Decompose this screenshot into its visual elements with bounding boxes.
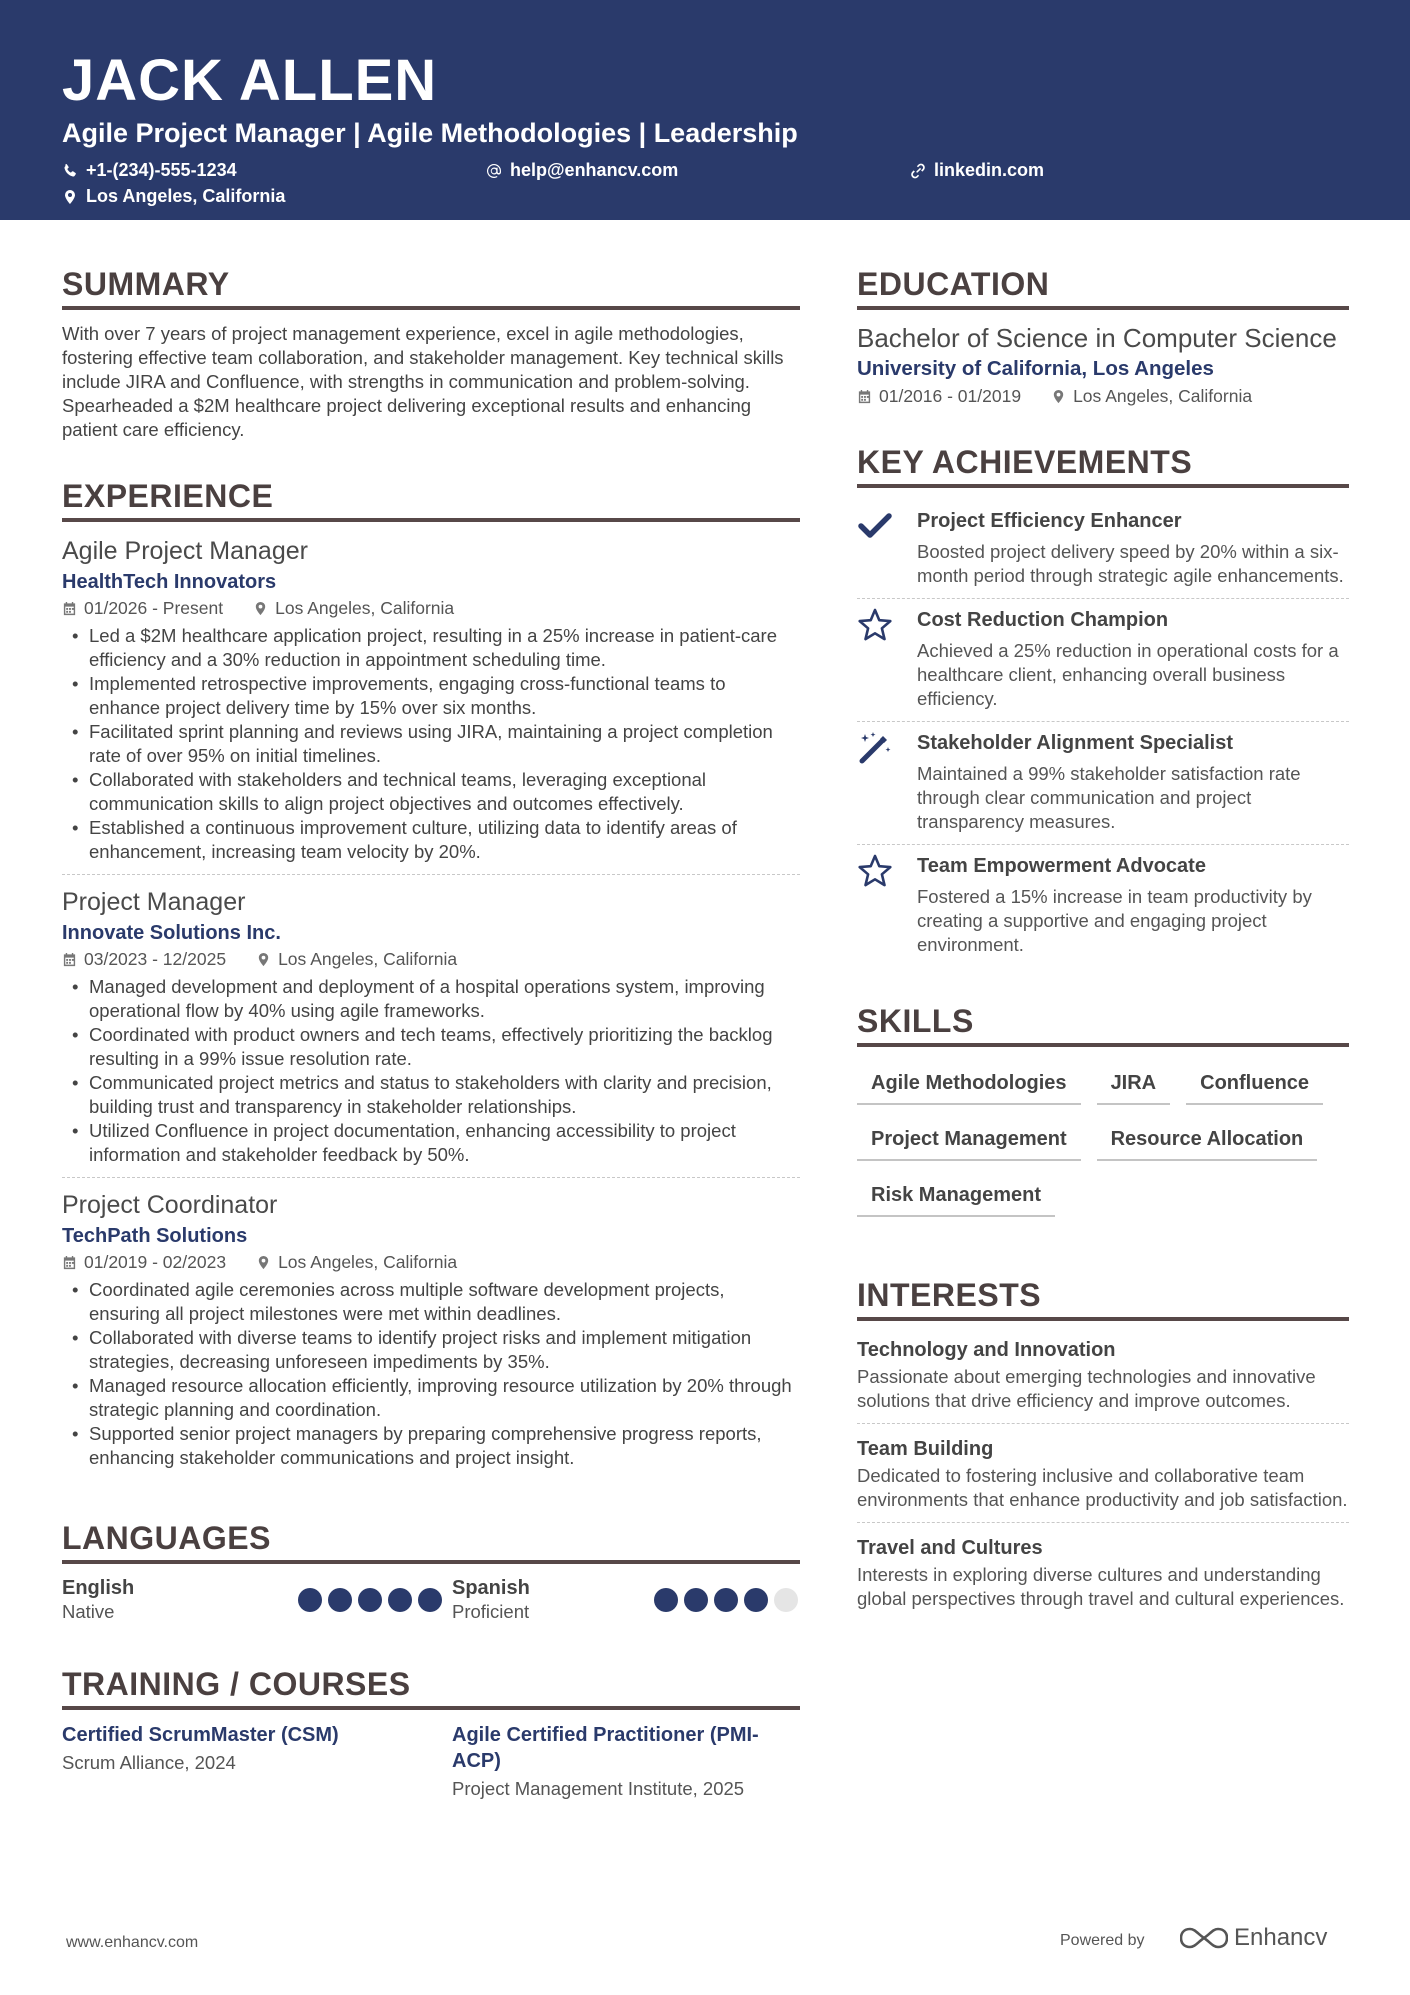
job-bullet: • Led a $2M healthcare application project, resulting in a 25% increase in patient-care efficiency and a 30% reduction in appointment scheduling time. <box>62 624 800 672</box>
rating-dot <box>774 1588 798 1612</box>
magic-wand-icon <box>857 730 893 766</box>
job-location <box>253 596 454 620</box>
job-entry <box>62 1188 800 1480</box>
linkedin-text: linkedin.com <box>934 160 1045 180</box>
location-text: Los Angeles, California <box>86 186 286 206</box>
interest-desc: Dedicated to fostering inclusive and collaborative team environments that enhance productivity and job satisfaction. <box>857 1465 1348 1510</box>
location-pin-icon <box>1051 389 1066 404</box>
contact-phone <box>62 160 237 181</box>
location-pin-icon <box>256 952 271 967</box>
language-item <box>62 1576 452 1624</box>
job-company[interactable]: TechPath Solutions <box>62 1225 248 1247</box>
achievement-desc: Fostered a 15% increase in team productivity by creating a supportive and engaging project environment. <box>917 886 1312 955</box>
achievement-title: Project Efficiency Enhancer <box>917 510 1182 532</box>
location-pin-icon <box>256 1255 271 1270</box>
course-title: Certified ScrumMaster (CSM) <box>62 1724 339 1746</box>
languages-list <box>62 1576 800 1624</box>
calendar-icon <box>62 952 77 967</box>
email-text: help@enhancv.com <box>510 160 679 180</box>
job-location <box>256 1250 457 1274</box>
achievement-item <box>857 722 1349 845</box>
job-bullet: • Facilitated sprint planning and reviews using JIRA, maintaining a project completion rate of over 95% on initial timelines. <box>62 720 800 768</box>
interests-heading: INTERESTS <box>857 1275 1349 1321</box>
training-heading: TRAINING / COURSES <box>62 1664 800 1710</box>
achievement-desc: Boosted project delivery speed by 20% within a six-month period through strategic agile enhancements. <box>917 541 1344 586</box>
experience-list <box>62 534 800 1480</box>
contact-info <box>62 160 1348 216</box>
course-item <box>452 1722 800 1802</box>
skill-tag: Project Management <box>857 1119 1081 1161</box>
job-bullet: • Utilized Confluence in project documentation, enhancing accessibility to project information and stakeholder feedback by 50%. <box>62 1119 800 1167</box>
language-name: Spanish <box>452 1577 530 1599</box>
job-entry <box>62 885 800 1178</box>
education-meta <box>857 384 1349 408</box>
achievement-icon <box>857 506 917 588</box>
job-location-text: Los Angeles, California <box>275 598 455 618</box>
language-item <box>452 1576 800 1624</box>
enhancv-logo[interactable] <box>1180 1924 1327 1952</box>
interest-item <box>857 1531 1349 1621</box>
education-heading: EDUCATION <box>857 264 1349 310</box>
job-dates <box>62 947 226 971</box>
job-bullet: • Coordinated agile ceremonies across multiple software development projects, ensuring all project milestones were met within deadlines. <box>62 1278 800 1326</box>
contact-linkedin[interactable] <box>910 160 1044 181</box>
experience-heading: EXPERIENCE <box>62 476 800 522</box>
job-bullet: • Established a continuous improvement culture, utilizing data to identify areas of enhancement, increasing team velocity by 20%. <box>62 816 800 864</box>
star-icon <box>857 853 893 889</box>
job-meta <box>62 947 800 971</box>
rating-dot <box>684 1588 708 1612</box>
left-column <box>62 264 800 1802</box>
language-name: English <box>62 1577 135 1599</box>
interest-item <box>857 1333 1349 1424</box>
rating-dot <box>298 1588 322 1612</box>
job-bullet: • Managed development and deployment of a hospital operations system, improving operational flow by 40% using agile frameworks. <box>62 975 800 1023</box>
job-meta <box>62 1250 800 1274</box>
interest-title: Technology and Innovation <box>857 1339 1116 1361</box>
language-level: Native <box>62 1601 115 1622</box>
summary-heading: SUMMARY <box>62 264 800 310</box>
job-bullet: • Coordinated with product owners and tech teams, effectively prioritizing the backlog resulting in a 99% issue resolution rate. <box>62 1023 800 1071</box>
interest-item <box>857 1432 1349 1523</box>
courses-list <box>62 1722 800 1802</box>
job-location <box>256 947 457 971</box>
achievement-icon <box>857 728 917 834</box>
right-column <box>857 264 1349 1629</box>
achievement-body <box>917 605 1349 711</box>
interest-title: Team Building <box>857 1438 994 1460</box>
summary-text: With over 7 years of project management experience, excel in agile methodologies, fostering effective team collaboration, and stakeholder management. Key technical skills include JIRA and Confluence, with strengths in communication and problem-solving. Spearheaded a $2M healthcare project delivering exceptional results and enhancing patient care efficiency. <box>62 323 784 440</box>
footer-powered-by: Powered by <box>1060 1932 1145 1949</box>
candidate-name: JACK ALLEN <box>62 48 438 113</box>
course-org: Project Management Institute, 2025 <box>452 1778 745 1799</box>
enhancv-brand-text: Enhancv <box>1234 1924 1328 1951</box>
job-title: Agile Project Manager <box>62 537 308 565</box>
location-pin-icon <box>62 189 78 205</box>
achievement-item <box>857 500 1349 599</box>
job-location-text: Los Angeles, California <box>278 1252 458 1272</box>
achievement-title: Team Empowerment Advocate <box>917 855 1206 877</box>
resume-header <box>0 0 1410 220</box>
achievement-title: Stakeholder Alignment Specialist <box>917 732 1234 754</box>
at-icon <box>486 163 502 179</box>
interest-desc: Interests in exploring diverse cultures and understanding global perspectives through travel and cultural experiences. <box>857 1564 1345 1609</box>
job-bullet: • Collaborated with diverse teams to identify project risks and implement mitigation strategies, decreasing unforeseen impediments by 35%. <box>62 1326 800 1374</box>
star-icon <box>857 607 893 643</box>
achievement-body <box>917 506 1349 588</box>
job-bullet: • Managed resource allocation efficiently, improving resource utilization by 20% through strategic planning and coordination. <box>62 1374 800 1422</box>
skills-heading: SKILLS <box>857 1001 1349 1047</box>
skill-tag: Agile Methodologies <box>857 1063 1081 1105</box>
achievement-item <box>857 845 1349 967</box>
job-bullet: • Supported senior project managers by preparing comprehensive progress reports, enhancing stakeholder communications and project insight. <box>62 1422 800 1470</box>
location-pin-icon <box>253 601 268 616</box>
job-dates <box>62 596 223 620</box>
skill-tag: Risk Management <box>857 1175 1055 1217</box>
achievement-icon <box>857 605 917 711</box>
skills-list <box>857 1059 1349 1231</box>
language-rating <box>654 1588 798 1612</box>
phone-icon <box>62 163 78 179</box>
language-text <box>62 1576 134 1624</box>
job-company[interactable]: HealthTech Innovators <box>62 571 277 593</box>
achievement-icon <box>857 851 917 957</box>
job-bullet: • Communicated project metrics and status to stakeholders with clarity and precision, building trust and transparency in stakeholder relationships. <box>62 1071 800 1119</box>
phone-text: +1-(234)-555-1234 <box>86 160 237 180</box>
rating-dot <box>714 1588 738 1612</box>
job-dates <box>62 1250 226 1274</box>
language-text <box>452 1576 530 1624</box>
education-dates: 01/2016 - 01/2019 <box>857 384 1021 408</box>
achievement-body <box>917 851 1349 957</box>
calendar-icon <box>62 1255 77 1270</box>
achievement-desc: Maintained a 99% stakeholder satisfaction rate through clear communication and project transparency measures. <box>917 763 1301 832</box>
job-dates-text: 01/2019 - 02/2023 <box>84 1252 227 1272</box>
interest-title: Travel and Cultures <box>857 1537 1043 1559</box>
job-title: Project Manager <box>62 888 246 916</box>
candidate-title: Agile Project Manager | Agile Methodologies | Leadership <box>62 118 798 148</box>
achievement-item <box>857 599 1349 722</box>
rating-dot <box>744 1588 768 1612</box>
degree: Bachelor of Science in Computer Science <box>857 323 1337 353</box>
calendar-icon <box>62 601 77 616</box>
language-rating <box>298 1588 442 1612</box>
link-icon <box>910 163 926 179</box>
job-bullets <box>62 624 800 864</box>
skill-tag: Confluence <box>1186 1063 1323 1105</box>
achievements-heading: KEY ACHIEVEMENTS <box>857 442 1349 488</box>
job-dates-text: 03/2023 - 12/2025 <box>84 949 227 969</box>
language-level: Proficient <box>452 1601 530 1622</box>
job-meta <box>62 596 800 620</box>
job-bullets <box>62 975 800 1167</box>
rating-dot <box>358 1588 382 1612</box>
course-item <box>62 1722 452 1802</box>
check-icon <box>857 508 893 544</box>
education-location: Los Angeles, California <box>1051 384 1252 408</box>
rating-dot <box>388 1588 412 1612</box>
skill-tag: Resource Allocation <box>1097 1119 1318 1161</box>
course-title: Agile Certified Practitioner (PMI-ACP) <box>452 1724 759 1772</box>
job-location-text: Los Angeles, California <box>278 949 458 969</box>
calendar-icon <box>857 389 872 404</box>
job-entry <box>62 534 800 875</box>
interest-desc: Passionate about emerging technologies and innovative solutions that drive efficiency and improve outcomes. <box>857 1366 1316 1411</box>
interests-list <box>857 1333 1349 1621</box>
course-org: Scrum Alliance, 2024 <box>62 1752 236 1773</box>
achievements-list <box>857 500 1349 967</box>
languages-heading: LANGUAGES <box>62 1518 800 1564</box>
achievement-body <box>917 728 1349 834</box>
contact-email[interactable] <box>486 160 678 181</box>
job-dates-text: 01/2026 - Present <box>84 598 224 618</box>
job-company[interactable]: Innovate Solutions Inc. <box>62 922 281 944</box>
contact-location <box>62 186 285 207</box>
job-bullet: • Implemented retrospective improvements, engaging cross-functional teams to enhance project delivery time by 15% over six months. <box>62 672 800 720</box>
achievement-title: Cost Reduction Champion <box>917 609 1169 631</box>
enhancv-logo-icon <box>1180 1925 1228 1951</box>
rating-dot <box>418 1588 442 1612</box>
job-bullets <box>62 1278 800 1470</box>
skill-tag: JIRA <box>1097 1063 1171 1105</box>
school: University of California, Los Angeles <box>857 357 1214 380</box>
footer-url[interactable]: www.enhancv.com <box>66 1934 199 1951</box>
rating-dot <box>654 1588 678 1612</box>
achievement-desc: Achieved a 25% reduction in operational costs for a healthcare client, enhancing overall business efficiency. <box>917 640 1339 709</box>
rating-dot <box>328 1588 352 1612</box>
job-title: Project Coordinator <box>62 1191 278 1219</box>
job-bullet: • Collaborated with stakeholders and technical teams, leveraging exceptional communication skills to align project objectives and outcomes effectively. <box>62 768 800 816</box>
